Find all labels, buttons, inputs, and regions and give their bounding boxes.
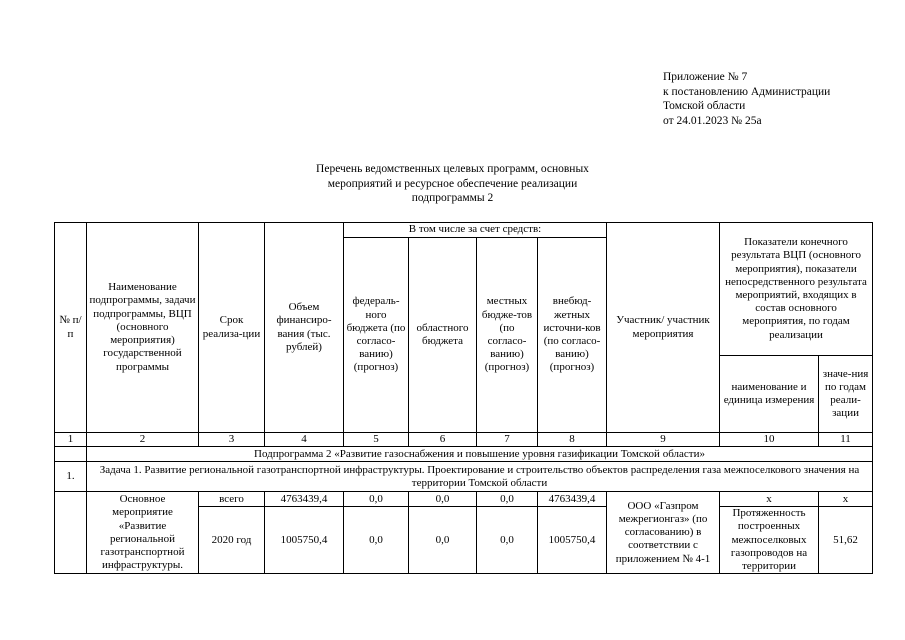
federal-total: 0,0 — [344, 492, 409, 507]
header-name: Наименование подпрограммы, задачи подпрограммы, ВЦП (основного мероприятия) государственной программы — [87, 223, 199, 433]
col-number: 4 — [265, 433, 344, 447]
appendix-line-1: Приложение № 7 — [663, 71, 748, 83]
col-number: 7 — [477, 433, 538, 447]
indicator-name-total: x — [720, 492, 819, 507]
indicator-value-total: x — [819, 492, 873, 507]
term-2020: 2020 год — [199, 507, 265, 574]
volume-2020: 1005750,4 — [265, 507, 344, 574]
activity-name: Основное мероприятие «Развитие региональной газотранспортной инфраструктуры. — [87, 492, 199, 574]
col-number: 3 — [199, 433, 265, 447]
header-term: Срок реализа-ции — [199, 223, 265, 433]
volume-total: 4763439,4 — [265, 492, 344, 507]
header-indicator-value: значе-ния по годам реали-зации — [819, 356, 873, 433]
regional-total: 0,0 — [409, 492, 477, 507]
header-participant: Участник/ участник мероприятия — [607, 223, 720, 433]
header-federal: федераль-ного бюджета (по согласо-ванию) (прогноз) — [344, 238, 409, 433]
activity-total-row — [55, 492, 873, 507]
header-regional: областного бюджета — [409, 238, 477, 433]
indicator-name-2020: Протяженность построенных межпоселковых газопроводов на территории — [720, 507, 819, 574]
header-num: № п/п — [55, 223, 87, 433]
col-number: 2 — [87, 433, 199, 447]
column-numbers-row — [55, 433, 873, 447]
col-number: 8 — [538, 433, 607, 447]
extra-2020: 1005750,4 — [538, 507, 607, 574]
col-number: 1 — [55, 433, 87, 447]
local-total: 0,0 — [477, 492, 538, 507]
header-local: местных бюдже-тов (по согласо-ванию) (прогноз) — [477, 238, 538, 433]
appendix-block — [663, 70, 830, 128]
subprogram-row — [55, 447, 873, 462]
appendix-line-4: от 24.01.2023 № 25а — [663, 114, 762, 127]
local-2020: 0,0 — [477, 507, 538, 574]
task-text: Задача 1. Развитие региональной газотранспортной инфраструктуры. Проектирование и строительство объектов распределения газа межпоселкового значения на территории Томской области — [87, 462, 873, 492]
task-row — [55, 462, 873, 492]
title-line-3: подпрограммы 2 — [411, 192, 494, 204]
col-number: 9 — [607, 433, 720, 447]
col-number: 5 — [344, 433, 409, 447]
indicator-value-2020: 51,62 — [819, 507, 873, 574]
col-number: 6 — [409, 433, 477, 447]
header-including: В том числе за счет средств: — [344, 223, 607, 238]
col-number: 10 — [720, 433, 819, 447]
header-indicator-name: наименование и единица измерения — [720, 356, 819, 433]
subprogram-title: Подпрограмма 2 «Развитие газоснабжения и повышение уровня газификации Томской области» — [87, 447, 873, 462]
header-volume: Объем финансиро-вания (тыс. рублей) — [265, 223, 344, 433]
appendix-line-2: к постановлению Администрации — [663, 85, 831, 98]
title-line-1: Перечень ведомственных целевых программ, основных — [316, 163, 589, 175]
title-line-2: мероприятий и ресурсное обеспечение реализации — [327, 177, 578, 190]
task-number: 1. — [55, 462, 87, 492]
term-total: всего — [199, 492, 265, 507]
programs-table — [54, 222, 873, 574]
extra-total: 4763439,4 — [538, 492, 607, 507]
col-number: 11 — [819, 433, 873, 447]
regional-2020: 0,0 — [409, 507, 477, 574]
header-extra: внебюд-жетных источни-ков (по согласо-ванию) (прогноз) — [538, 238, 607, 433]
activity-participant: ООО «Газпром межрегионгаз» (по согласованию) в соответствии с приложением № 4-1 — [607, 492, 720, 574]
appendix-line-3: Томской области — [663, 100, 746, 112]
header-indicators: Показатели конечного результата ВЦП (основного мероприятия), показатели непосредственного результата мероприятий, входящих в состав основного мероприятия, по годам реализации — [720, 223, 873, 356]
federal-2020: 0,0 — [344, 507, 409, 574]
document-title — [0, 162, 905, 206]
